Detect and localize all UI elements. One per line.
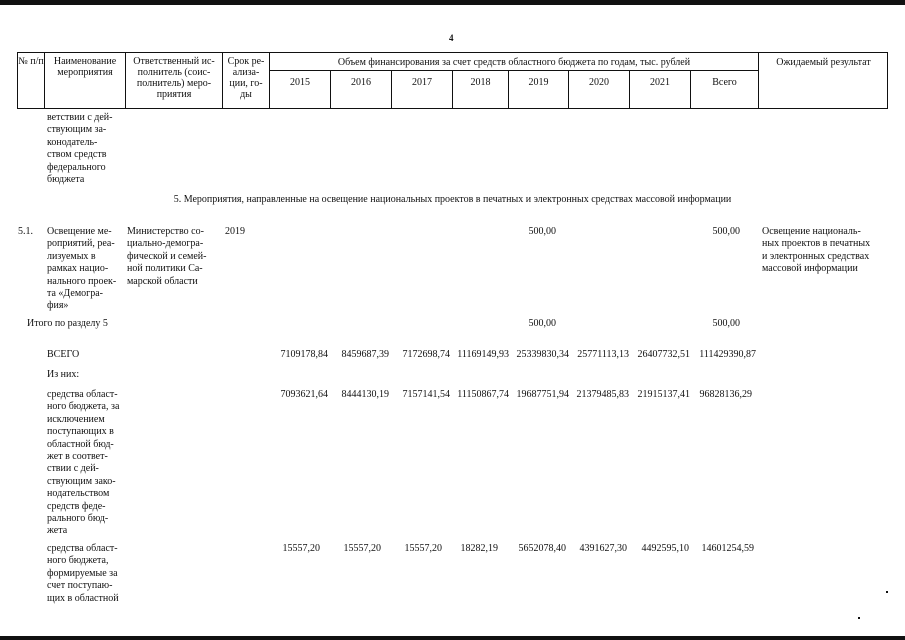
vsego-value-2015: 7109178,84 [280, 349, 328, 360]
vsego-value-2020: 25771113,13 [577, 349, 629, 360]
header-year-2016: 2016 [351, 77, 371, 88]
section-5-title: 5. Мероприятия, направленные на освещение национальных проектов в печатных и электронных средствах массовой информации [173, 194, 732, 205]
vsego-value-2019: 25339830,34 [516, 349, 569, 360]
itogo-value-total: 500,00 [712, 318, 740, 329]
iz-nih-label: Из них: [47, 369, 80, 380]
regional-value-2017: 7157141,54 [402, 389, 450, 400]
row-5-1-responsible: Министерство со- циально-демогра- фической и семей- ной политики Са- марской области [127, 226, 207, 287]
row-5-1-name: Освещение ме- роприятий, реа- лизуемых в рамках нацио- нального проек- та «Демогра- фия» [47, 226, 117, 312]
header-year-2018: 2018 [470, 77, 491, 88]
header-name: Наименование мероприятия [53, 56, 117, 78]
top-border [0, 0, 905, 5]
federal-label: средства област- ного бюджета, формируемые за счет поступаю- щих в областной [47, 543, 119, 604]
federal-value-2020: 4391627,30 [579, 543, 627, 554]
regional-value-2018: 11150867,74 [457, 389, 509, 400]
federal-value-2016: 15557,20 [343, 543, 381, 554]
itogo-label: Итого по разделу 5 [27, 318, 108, 329]
federal-value-2018: 18282,19 [460, 543, 498, 554]
header-term: Срок ре-ализа-ции, го-ды [227, 56, 265, 100]
vsego-value-2021: 26407732,51 [637, 349, 690, 360]
header-year-total: Всего [712, 77, 737, 88]
header-responsible: Ответственный ис-полнитель (соис-полнитель) меро-приятия [133, 56, 215, 100]
header-num: № п/п [18, 56, 44, 67]
header-year-2021: 2021 [650, 77, 670, 88]
header-year-2015: 2015 [290, 77, 310, 88]
scan-speck [886, 591, 888, 593]
federal-value-2017: 15557,20 [404, 543, 442, 554]
row-5-1-term: 2019 [225, 226, 245, 237]
page-number: 4 [449, 33, 454, 43]
vsego-value-2017: 7172698,74 [402, 349, 450, 360]
regional-value-2015: 7093621,64 [280, 389, 328, 400]
row-5-1-value-2019: 500,00 [528, 226, 556, 237]
regional-value-total: 96828136,29 [699, 389, 752, 400]
federal-value-2019: 5652078,40 [518, 543, 566, 554]
bottom-border [0, 636, 905, 640]
regional-value-2020: 21379485,83 [576, 389, 629, 400]
vsego-label: ВСЕГО [47, 349, 80, 360]
row-5-1-value-total: 500,00 [712, 226, 740, 237]
regional-value-2021: 21915137,41 [637, 389, 690, 400]
federal-value-total: 14601254,59 [701, 543, 754, 554]
header-year-2020: 2020 [589, 77, 609, 88]
row-5-1-result: Освещение националь- ных проектов в печатных и электронных средствах массовой информации [762, 226, 871, 275]
regional-value-2019: 19687751,94 [516, 389, 569, 400]
itogo-value-2019: 500,00 [528, 318, 556, 329]
regional-label: средства област- ного бюджета, за исключением поступающих в областной бюд- жет в соответ- ствии с дей- ствующим зако- нодательством средств феде- рального бюд- жета [47, 389, 120, 537]
scan-speck [858, 617, 860, 619]
federal-value-2021: 4492595,10 [641, 543, 689, 554]
row-5-1-num: 5.1. [18, 226, 33, 237]
header-year-2017: 2017 [412, 77, 432, 88]
vsego-value-2018: 11169149,93 [457, 349, 509, 360]
federal-value-2015: 15557,20 [282, 543, 320, 554]
vsego-value-2016: 8459687,39 [341, 349, 389, 360]
vsego-value-total: 111429390,87 [699, 349, 756, 360]
header-result: Ожидаемый результат [776, 57, 871, 68]
header-funding: Объем финансирования за счет средств областного бюджета по годам, тыс. рублей [337, 57, 691, 68]
continued-text: ветствии с дей- ствующим за- конодатель- ством средств федерального бюджета [47, 112, 113, 186]
header-year-2019: 2019 [528, 77, 549, 88]
regional-value-2016: 8444130,19 [341, 389, 389, 400]
